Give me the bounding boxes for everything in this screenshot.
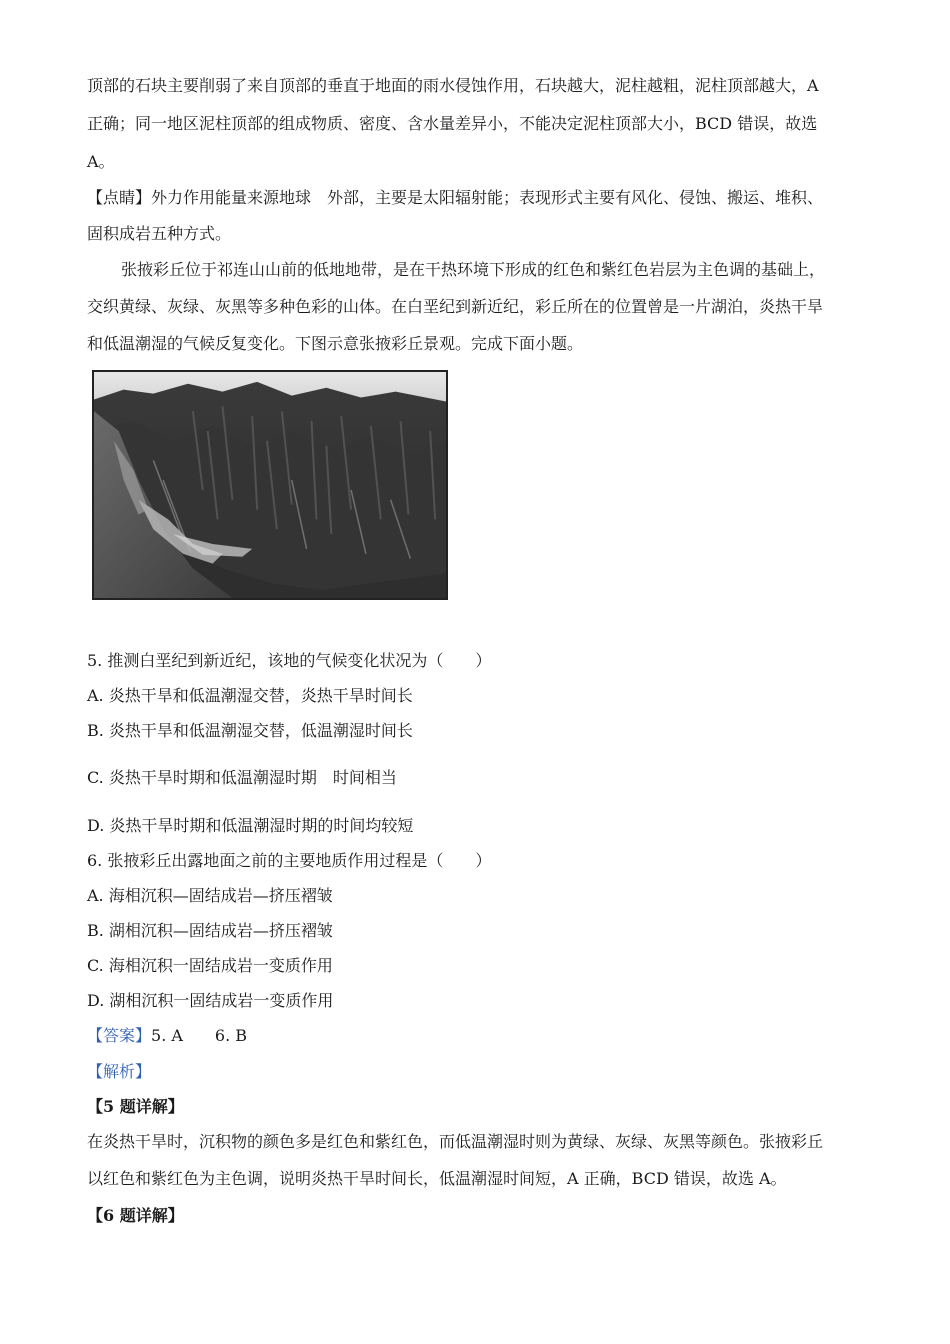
prev-explanation-line-3: A。: [87, 152, 115, 171]
q6-option-c: C. 海相沉积一固结成岩一变质作用: [87, 956, 333, 975]
analysis-label: 【解析】: [87, 1062, 152, 1081]
detail-5-heading: 【5 题详解】: [87, 1097, 184, 1116]
detail-5-line-1: 在炎热干旱时，沉积物的颜色多是红色和紫红色，而低温潮湿时则为黄绿、灰绿、灰黑等颜色。张掖彩丘: [87, 1132, 824, 1151]
prev-explanation-line-1: 顶部的石块主要削弱了来自顶部的垂直于地面的雨水侵蚀作用，石块越大，泥柱越粗，泥柱顶部越大，A: [87, 76, 819, 95]
q6-option-b: B. 湖相沉积—固结成岩—挤压褶皱: [87, 921, 333, 940]
tip-label: 【点睛】: [87, 188, 152, 207]
detail-5-line-2: 以红色和紫红色为主色调，说明炎热干旱时间长，低温潮湿时间短，A 正确，BCD 错误，故选 A。: [87, 1169, 787, 1188]
q5-option-c: C. 炎热干旱时期和低温潮湿时期 时间相当: [87, 768, 397, 787]
q5-option-d: D. 炎热干旱时期和低温潮湿时期的时间均较短: [87, 816, 414, 835]
passage-line-3: 和低温潮湿的气候反复变化。下图示意张掖彩丘景观。完成下面小题。: [87, 334, 584, 353]
answer-value: 5. A 6. B: [151, 1026, 248, 1045]
answer-line: [87, 1026, 247, 1046]
q5-option-b: B. 炎热干旱和低温潮湿交替，低温潮湿时间长: [87, 721, 413, 740]
detail-6-heading: 【6 题详解】: [87, 1206, 184, 1225]
q6-stem: 6. 张掖彩丘出露地面之前的主要地质作用过程是（ ）: [87, 851, 492, 870]
answer-label: 【答案】: [87, 1026, 152, 1045]
passage-line-1: 张掖彩丘位于祁连山山前的低地地带，是在干热环境下形成的红色和紫红色岩层为主色调的基础上，: [121, 260, 826, 279]
zhangye-danxia-landscape-photo: [92, 370, 448, 600]
tip-text-1: 外力作用能量来源地球 外部，主要是太阳辐射能；表现形式主要有风化、侵蚀、搬运、堆积、: [151, 188, 824, 207]
q6-option-a: A. 海相沉积—固结成岩—挤压褶皱: [87, 886, 333, 905]
tip-line-1: [87, 188, 823, 208]
tip-line-2: 固积成岩五种方式。: [87, 224, 232, 243]
passage-line-2: 交织黄绿、灰绿、灰黑等多种色彩的山体。在白垩纪到新近纪，彩丘所在的位置曾是一片湖泊，炎热干旱: [87, 297, 824, 316]
q5-stem: 5. 推测白垩纪到新近纪，该地的气候变化状况为（ ）: [87, 651, 492, 670]
q5-option-a: A. 炎热干旱和低温潮湿交替，炎热干旱时间长: [87, 686, 413, 705]
q6-option-d: D. 湖相沉积一固结成岩一变质作用: [87, 991, 334, 1010]
prev-explanation-line-2: 正确；同一地区泥柱顶部的组成物质、密度、含水量差异小，不能决定泥柱顶部大小，BCD 错误，故选: [87, 114, 818, 133]
